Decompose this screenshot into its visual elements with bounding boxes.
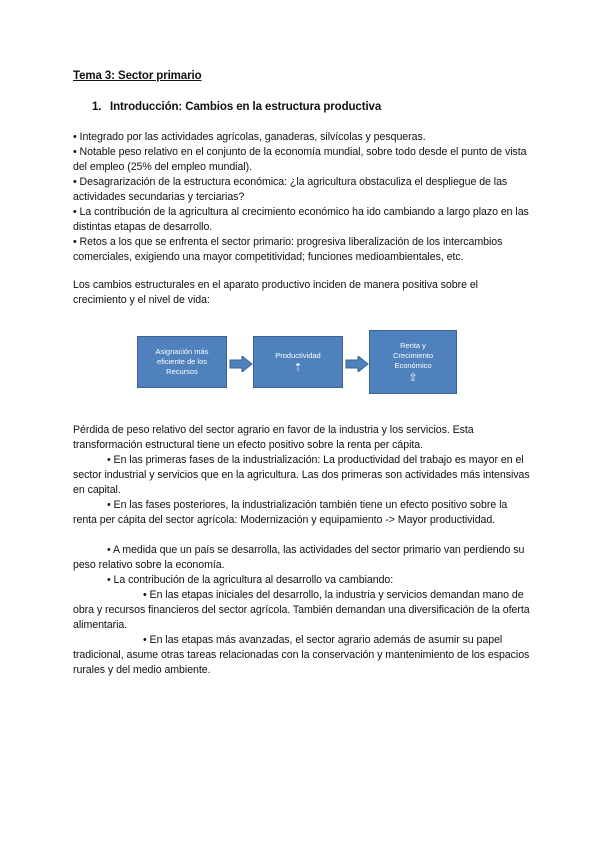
section-number: 1. — [92, 101, 102, 113]
section-label: Introducción: Cambios en la estructura productiva — [110, 101, 382, 113]
diagram-box-income — [369, 330, 457, 394]
right-arrow-icon — [345, 356, 369, 372]
diagram-box-productivity — [253, 336, 343, 388]
up-arrow-icon: ⇧ — [408, 371, 418, 384]
intro-paragraph: Los cambios estructurales en el aparato productivo inciden de manera positiva sobre el crecimiento y el nivel de vida: — [73, 279, 478, 306]
diagram-box-productivity-label: Productividad — [275, 350, 321, 360]
bullet-item: • Retos a los que se enfrenta el sector primario: progresiva liberalización de los intercambios comerciales, exigiendo una mayor competitividad; funciones medioambientales, etc. — [73, 236, 503, 263]
bullet-item: • Notable peso relativo en el conjunto de la economía mundial, sobre todo desde el punto de vista del empleo (25% del empleo mundial). — [73, 146, 527, 173]
body-paragraph: • A medida que un país se desarrolla, las actividades del sector primario van perdiendo su peso relativo sobre la economía. — [73, 544, 525, 571]
up-arrow-icon: ⇡ — [293, 361, 303, 374]
right-arrow-icon — [229, 356, 253, 372]
body-paragraph: • En las etapas iniciales del desarrollo, la industria y servicios demandan mano de obra y recursos financieros del sector agrícola. También demandan una diversificación de la oferta alimentaria. — [73, 589, 530, 631]
diagram-box-resources-label: Asignación más eficiente de los Recursos — [155, 347, 209, 376]
body-paragraph: • La contribución de la agricultura al desarrollo va cambiando: — [107, 574, 394, 586]
body-paragraph: • En las fases posteriores, la industrialización también tiene un efecto positivo sobre la renta per cápita del sector agrícola: Modernización y equipamiento -> Mayor productividad. — [73, 499, 508, 526]
bullet-item: • Integrado por las actividades agrícolas, ganaderas, silvícolas y pesqueras. — [73, 131, 426, 143]
body-paragraph: Pérdida de peso relativo del sector agrario en favor de la industria y los servicios. Esta transformación estructural tiene un efecto positivo sobre la renta per cápita. — [73, 424, 474, 451]
bullet-item: • Desagrarización de la estructura económica: ¿la agricultura obstaculiza el despliegue de las actividades secundarias y terciarias? — [73, 176, 508, 203]
body-paragraph: • En las primeras fases de la industrialización: La productividad del trabajo es mayor en el sector industrial y servicios que en la agricultura. Las dos primeras son actividades más intensivas en capital. — [73, 454, 530, 496]
document-title: Tema 3: Sector primario — [73, 70, 202, 82]
diagram-box-income-label: Renta y Crecimiento Económico — [392, 340, 433, 370]
section-heading — [92, 101, 381, 113]
diagram-box-resources — [137, 336, 227, 388]
bullet-item: • La contribución de la agricultura al crecimiento económico ha ido cambiando a largo plazo en las distintas etapas de desarrollo. — [73, 206, 529, 233]
flow-diagram — [137, 330, 457, 410]
body-paragraph: • En las etapas más avanzadas, el sector agrario además de asumir su papel tradicional, asume otras tareas relacionadas con la conservación y mantenimiento de los espacios rurales y del medio ambiente. — [73, 634, 530, 676]
